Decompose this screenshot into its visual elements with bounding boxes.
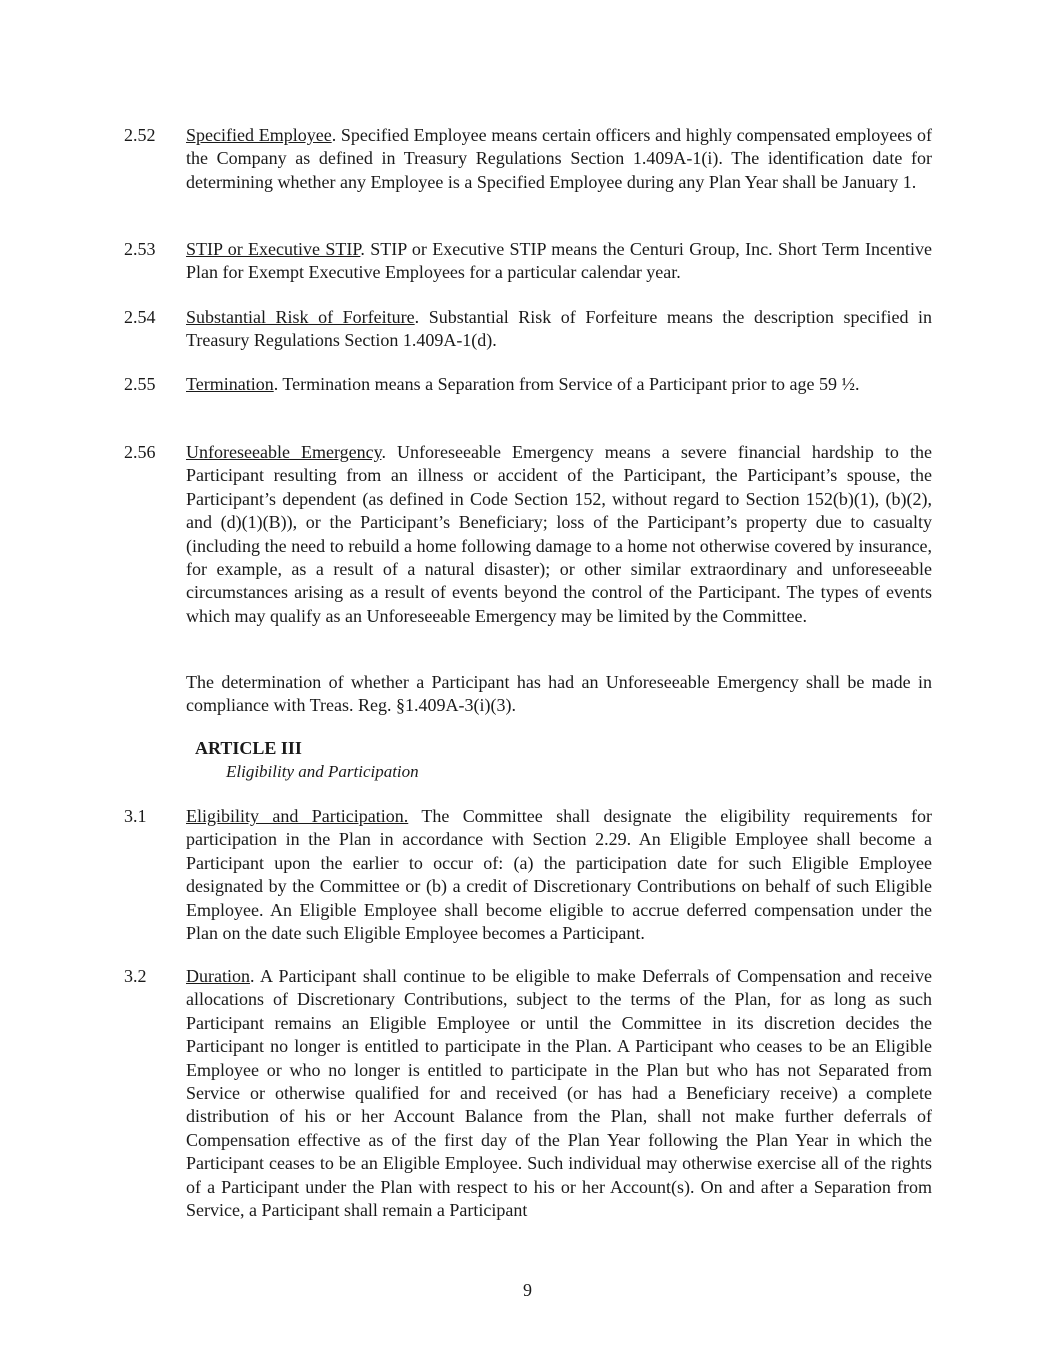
section-number: 3.1 bbox=[124, 806, 147, 826]
section-3-1 bbox=[124, 805, 932, 945]
defined-term: Termination bbox=[186, 374, 274, 394]
section-2-52 bbox=[124, 124, 932, 194]
section-number: 2.52 bbox=[124, 125, 156, 145]
defined-term: Eligibility and Participation. bbox=[186, 806, 409, 826]
section-body bbox=[186, 965, 932, 1222]
section-body bbox=[186, 805, 932, 945]
section-text: . A Participant shall continue to be eligible to make Deferrals of Compensation and receive allocations of Discretionary Contributions, subject to the terms of the Plan, for as long as such Participant remains an Eligible Employee or until the Committee in its discretion decides the Participant no longer is entitled to participate in the Plan. A Participant who ceases to be an Eligible Employee or who no longer is entitled to participate in the Plan but who has not Separated from Service or otherwise qualified for and received (or has had a Beneficiary receive) a complete distribution of his or her Account Balance from the Plan, shall not make further deferrals of Compensation effective as of the first day of the Plan Year following the Plan Year in which the Participant ceases to be an Eligible Employee. Such individual may otherwise exercise all of the rights of a Participant under the Plan with respect to his or her Account(s). On and after a Separation from Service, a Participant shall remain a Participant bbox=[186, 966, 932, 1221]
section-number: 2.56 bbox=[124, 442, 156, 462]
article-subtitle: Eligibility and Participation bbox=[226, 762, 419, 781]
section-text: . Termination means a Separation from Service of a Participant prior to age 59 ½. bbox=[273, 374, 860, 394]
defined-term: Substantial Risk of Forfeiture bbox=[186, 307, 415, 327]
section-2-55 bbox=[124, 373, 932, 396]
section-text: . Substantial Risk of Forfeiture means the description specified in Treasury Regulations Section 1.409A-1(d). bbox=[186, 307, 932, 351]
section-body bbox=[186, 306, 932, 353]
section-text: . Specified Employee means certain officers and highly compensated employees of the Company as defined in Treasury Regulations Section 1.409A-1(i). The identification date for determining whether any Employee is a Specified Employee during any Plan Year shall be January 1. bbox=[186, 125, 932, 192]
page-number: 9 bbox=[523, 1280, 532, 1300]
section-body bbox=[186, 124, 932, 194]
defined-term: Unforeseeable Emergency bbox=[186, 442, 382, 462]
defined-term: Specified Employee bbox=[186, 125, 332, 145]
section-body bbox=[186, 441, 932, 628]
section-2-56-paragraph: The determination of whether a Participant has had an Unforeseeable Emergency shall be made in compliance with Treas. Reg. §1.409A-3(i)(3). bbox=[186, 672, 932, 716]
defined-term: Duration bbox=[186, 966, 250, 986]
section-2-53 bbox=[124, 238, 932, 285]
section-number: 2.55 bbox=[124, 374, 156, 394]
section-3-2 bbox=[124, 965, 932, 1222]
section-body bbox=[186, 238, 932, 285]
section-2-56 bbox=[124, 441, 932, 628]
article-title: ARTICLE III bbox=[195, 738, 302, 758]
section-text: . STIP or Executive STIP means the Centuri Group, Inc. Short Term Incentive Plan for Exempt Executive Employees for a particular calendar year. bbox=[186, 239, 932, 283]
section-text: The Committee shall designate the eligibility requirements for participation in the Plan in accordance with Section 2.29. An Eligible Employee shall become a Participant upon the earlier to occur of: (a) the participation date for such Eligible Employee designated by the Committee or (b) a credit of Discretionary Contributions on behalf of such Eligible Employee. An Eligible Employee shall become eligible to accrue deferred compensation under the Plan on the date such Eligible Employee becomes a Participant. bbox=[186, 806, 932, 944]
section-2-54 bbox=[124, 306, 932, 353]
section-body bbox=[186, 373, 932, 396]
section-number: 3.2 bbox=[124, 966, 147, 986]
section-number: 2.53 bbox=[124, 239, 156, 259]
section-number: 2.54 bbox=[124, 307, 156, 327]
defined-term: STIP or Executive STIP bbox=[186, 239, 361, 259]
section-text: . Unforeseeable Emergency means a severe financial hardship to the Participant resulting from an illness or accident of the Participant, the Participant’s spouse, the Participant’s dependent (as defined in Code Section 152, without regard to Section 152(b)(1), (b)(2), and (d)(1)(B)), or the Participant’s Beneficiary; loss of the Participant’s property due to casualty (including the need to rebuild a home following damage to a home not otherwise covered by insurance, for example, as a result of a natural disaster); or other similar extraordinary and unforeseeable circumstances arising as a result of events beyond the control of the Participant. The types of events which may qualify as an Unforeseeable Emergency may be limited by the Committee. bbox=[186, 442, 932, 626]
